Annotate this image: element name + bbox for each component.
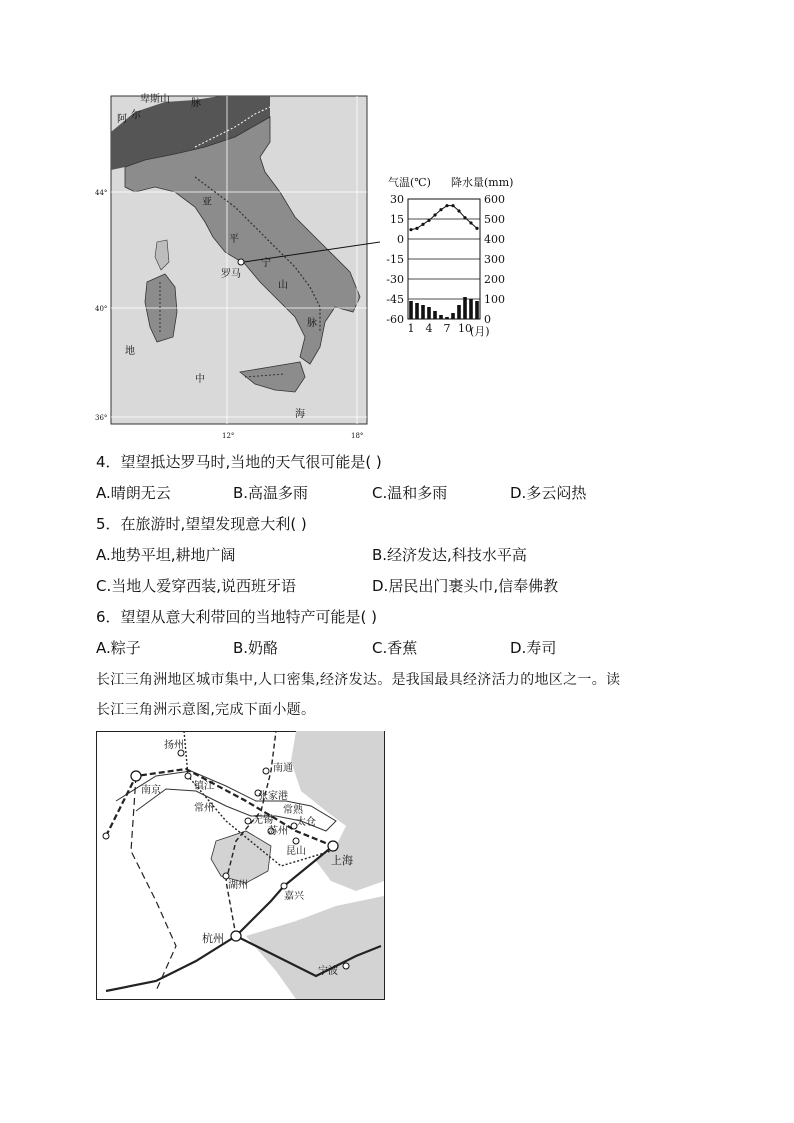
right-tick-label: 600 (484, 193, 505, 206)
left-tick-label: -60 (386, 313, 404, 326)
city-marker-jiaxing (281, 883, 287, 889)
right-tick-label: 500 (484, 213, 505, 226)
q5-option-d[interactable]: D.居民出门裹头巾,信奉佛教 (372, 577, 559, 595)
q5-option-b[interactable]: B.经济发达,科技水平高 (372, 546, 527, 564)
label-shanghai: 上海 (331, 854, 353, 867)
label-apennine-5: 脉 (307, 318, 317, 329)
label-lat-40: 40° (95, 305, 108, 313)
city-marker-hangzhou (231, 931, 241, 941)
temp-point (475, 227, 478, 230)
temp-point (445, 204, 448, 207)
temp-point (415, 227, 418, 230)
q6-option-a[interactable]: A.粽子 (96, 639, 141, 657)
precip-bar (433, 311, 437, 319)
right-tick-label: 200 (484, 273, 505, 286)
rome-marker (238, 259, 244, 265)
temp-point (409, 228, 412, 231)
label-zhangjiagang: 张家港 (258, 791, 288, 802)
temp-point (421, 223, 424, 226)
precip-bar (469, 299, 473, 319)
right-tick-label: 300 (484, 253, 505, 266)
label-apennine-4: 山 (278, 280, 288, 291)
q4-option-d[interactable]: D.多云闷热 (510, 484, 587, 502)
city-marker-kunshan (293, 838, 299, 844)
label-alps-1: 阿 (117, 114, 127, 125)
yrd-map (96, 731, 386, 1001)
city-marker-shanghai (328, 841, 338, 851)
label-apennine-2: 平 (229, 234, 239, 245)
climate-chart (378, 172, 528, 347)
label-alps-2: 尔 (131, 110, 141, 121)
left-tick-label: 30 (390, 193, 404, 206)
label-kunshan: 昆山 (286, 846, 306, 857)
label-alps-top: 卑斯山 (140, 94, 170, 105)
label-changshu: 常熟 (283, 805, 303, 816)
temp-point (439, 208, 442, 211)
precip-axis-label: 降水量(mm) (451, 176, 514, 189)
city-marker-west (103, 833, 109, 839)
city-marker-nantong (263, 768, 269, 774)
precip-bar (427, 307, 431, 319)
label-rome: 罗马 (221, 269, 241, 280)
precip-bar (475, 301, 479, 319)
label-nanjing: 南京 (141, 785, 161, 796)
label-wuxi: 无锡 (253, 815, 273, 826)
label-ningbo: 宁波 (318, 966, 338, 977)
label-suzhou: 苏州 (268, 826, 288, 837)
label-apennine-1: 亚 (202, 197, 212, 208)
x-tick-label: 1 (407, 322, 415, 335)
left-tick-label: 15 (390, 213, 404, 226)
temp-axis-label: 气温(℃) (388, 176, 431, 189)
q4-option-a[interactable]: A.晴朗无云 (96, 484, 171, 502)
question-4-stem: 4．望望抵达罗马时,当地的天气很可能是( ) (96, 453, 382, 471)
q5-option-a[interactable]: A.地势平坦,耕地广阔 (96, 546, 236, 564)
q4-option-c[interactable]: C.温和多雨 (372, 484, 448, 502)
q6-option-d[interactable]: D.寿司 (510, 639, 557, 657)
city-marker-nanjing (131, 771, 141, 781)
temp-point (457, 209, 460, 212)
passage-line-2: 长江三角洲示意图,完成下面小题。 (96, 702, 316, 718)
label-nantong: 南通 (273, 763, 293, 774)
label-med-3: 海 (295, 409, 305, 420)
city-marker-zhenjiang (185, 773, 191, 779)
left-tick-label: -30 (386, 273, 404, 286)
x-tick-label: 4 (425, 322, 433, 335)
city-marker-huzhou (223, 873, 229, 879)
temp-point (427, 219, 430, 222)
precip-bar (445, 317, 449, 319)
italy-map (95, 92, 380, 442)
question-5-stem: 5．在旅游时,望望发现意大利( ) (96, 515, 307, 533)
x-tick-label: 10 (458, 322, 472, 335)
label-huzhou: 湖州 (228, 880, 248, 891)
label-zhenjiang: 镇江 (194, 781, 214, 792)
left-tick-label: 0 (397, 233, 404, 246)
precip-bar (439, 315, 443, 319)
label-lon-12: 12° (222, 432, 235, 440)
label-lon-18: 18° (351, 432, 364, 440)
month-unit-label: (月) (470, 325, 490, 338)
right-tick-label: 0 (484, 313, 491, 326)
precip-bar (463, 297, 467, 319)
label-alps-4: 脉 (191, 98, 201, 109)
label-med-1: 地 (125, 346, 135, 357)
label-taicang: 太仓 (296, 817, 316, 828)
precip-bar (421, 305, 425, 319)
temp-point (451, 204, 454, 207)
temp-point (469, 221, 472, 224)
label-jiaxing: 嘉兴 (284, 891, 304, 902)
temp-line (411, 206, 477, 230)
left-tick-label: -15 (386, 253, 404, 266)
label-med-2: 中 (195, 374, 205, 385)
question-6-stem: 6．望望从意大利带回的当地特产可能是( ) (96, 608, 378, 626)
right-tick-label: 400 (484, 233, 505, 246)
q6-option-c[interactable]: C.香蕉 (372, 639, 418, 657)
label-lat-36: 36° (95, 414, 108, 422)
label-hangzhou: 杭州 (202, 932, 224, 945)
precip-bar (457, 305, 461, 319)
label-lat-44: 44° (95, 189, 108, 197)
right-tick-label: 100 (484, 293, 505, 306)
city-marker-ningbo (343, 963, 349, 969)
x-tick-label: 7 (443, 322, 451, 335)
precip-bar (409, 301, 413, 319)
passage-line-1: 长江三角洲地区城市集中,人口密集,经济发达。是我国最具经济活力的地区之一。读 (96, 672, 621, 688)
left-tick-label: -45 (386, 293, 404, 306)
temp-point (433, 213, 436, 216)
q5-option-c[interactable]: C.当地人爱穿西装,说西班牙语 (96, 577, 297, 595)
precip-bar (451, 313, 455, 319)
q4-option-b[interactable]: B.高温多雨 (233, 484, 309, 502)
temp-point (463, 216, 466, 219)
precip-bar (415, 303, 419, 319)
label-yangzhou: 扬州 (164, 740, 184, 751)
city-marker-wuxi (245, 818, 251, 824)
q6-option-b[interactable]: B.奶酪 (233, 639, 279, 657)
label-apennine-3: 宁 (261, 258, 271, 269)
label-changzhou: 常州 (194, 803, 214, 814)
